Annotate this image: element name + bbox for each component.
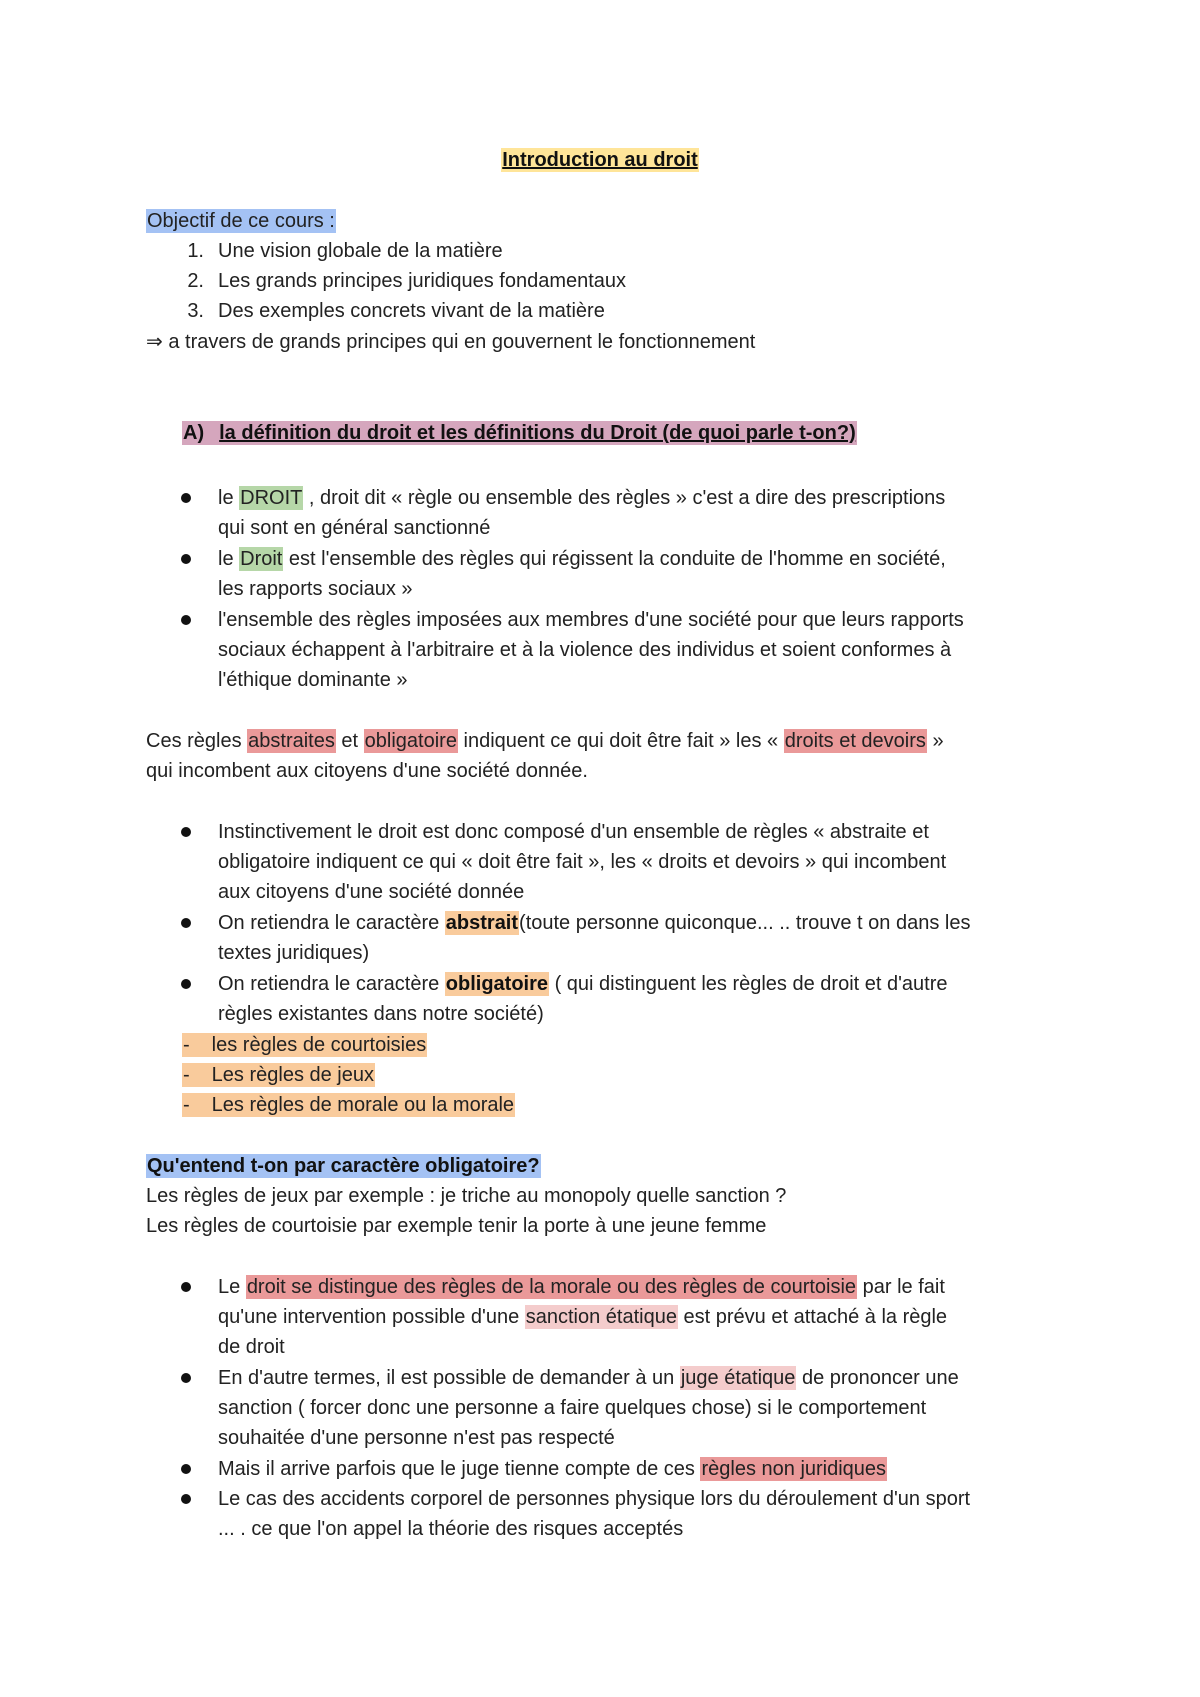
list-number: 2. [187,270,204,292]
list-item-continuation: sanction ( forcer donc une personne a faire quelques chose) si le comportement [218,1397,927,1419]
objective-label: Objectif de ce cours : [147,210,335,232]
dash-item: - Les règles de morale ou la morale [183,1094,515,1116]
list-item-continuation: textes juridiques) [218,942,370,964]
question-heading: Qu'entend t-on par caractère obligatoire? [147,1155,540,1177]
bullet-icon [181,827,191,837]
dash-icon: - [183,1064,190,1086]
dash-icon: - [183,1094,190,1116]
highlight-term: droits et devoirs [784,730,926,752]
question-example: Les règles de jeux par exemple : je triche au monopoly quelle sanction ? [146,1185,787,1207]
list-item-continuation: de droit [218,1336,285,1358]
highlight-term: DROIT [240,487,303,509]
list-item: l'ensemble des règles imposées aux membres d'une société pour que leurs rapports [218,609,964,631]
list-item: On retiendra le caractère obligatoire ( qui distinguent les règles de droit et d'autre [218,973,948,995]
dash-icon: - [183,1034,190,1056]
dash-item: - Les règles de jeux [183,1064,374,1086]
arrow-icon: ⇒ [146,331,163,353]
list-item: En d'autre termes, il est possible de demander à un juge étatique de prononcer une [218,1367,959,1389]
highlight-term: droit se distingue des règles de la morale ou des règles de courtoisie [246,1276,857,1298]
highlight-term: Droit [240,548,283,570]
list-item: Le cas des accidents corporel de personnes physique lors du déroulement d'un sport [218,1488,971,1510]
highlight-term: obligatoire [445,973,549,995]
list-item: le Droit est l'ensemble des règles qui régissent la conduite de l'homme en société, [218,548,946,570]
bullet-icon [181,1464,191,1474]
dash-item: - les règles de courtoisies [183,1034,427,1056]
highlight-term: juge étatique [680,1367,796,1389]
list-number: 1. [187,240,204,262]
list-item: Instinctivement le droit est donc composé d'un ensemble de règles « abstraite et [218,821,929,843]
document-page: Introduction au droit Objectif de ce cours : 1. Une vision globale de la matière 2. Les grands principes juridiques fondamentaux 3. Des exemples concrets vivant de la matière ⇒ a travers de grands principes qui en gouvernent le fonctionnement A) la définition du droit et les définitions du Droit (de quoi parle t-on?) le DROIT , droit dit « règle ou ensemble des règles » c'est a dire des prescriptions qui sont en général sanctionné le Droit est l'ensemble des règles qui régissent la conduite de l'homme en société, les rapports sociaux » l'ensemble des règles imposées aux membres d'une société pour que leurs rapports sociaux échappent à l'arbitraire et à la violence des individus et soient conformes à l'éthique dominante » Ces règles abstraites et obligatoire indiquent ce qui doit être fait » les « droits et devoirs » qui incombent aux citoyens d'une société donnée. Instinctivement le droit est donc composé d'un ensemble de règles « abstraite et obligatoire indiquent ce qui « doit être fait », les « droits et devoirs » qui incombent aux citoyens d'une société donnée On retiendra le caractère abstrait(toute personne quiconque... .. trouve t on dans les textes juridiques) On retiendra le caractère obligatoire ( qui distinguent les règles de droit et d'autre règles existantes dans notre société) - les règles de courtoisies - Les règles de jeux - Les règles de morale ou la morale Qu'entend t-on par caractère obligatoire? Les règles de jeux par exemple : je triche au monopoly quelle sanction ? Les règles de courtoisie par exemple tenir la porte à une jeune femme Le droit se distingue des règles de la morale ou des règles de courtoisie par le fait qu'une intervention possible d'une sanction étatique est prévu et attaché à la règle de droit En d'autre termes, il est possible de demander à un juge étatique de prononcer une sanction ( forcer donc une personne a faire quelques chose) si le comportement souhaitée d'une personne n'est pas respecté Mais il arrive parfois que le juge tienne compte de ces règles non juridiques Le cas des accidents corporel de personnes physique lors du déroulement d'un sport ... . ce que l'on appel la théorie des risques acceptés [0,0,1200,1697]
list-item: Mais il arrive parfois que le juge tienne compte de ces règles non juridiques [218,1458,887,1480]
list-item: On retiendra le caractère abstrait(toute personne quiconque... .. trouve t on dans les [218,912,971,934]
highlight-term: obligatoire [364,730,457,752]
bullet-icon [181,979,191,989]
highlight-term: abstraites [248,730,335,752]
list-item-continuation: règles existantes dans notre société) [218,1003,544,1025]
document-title [0,145,1200,175]
rules-paragraph: Ces règles abstraites et obligatoire indiquent ce qui doit être fait » les « droits et devoirs » [146,730,944,752]
list-item-continuation: ... . ce que l'on appel la théorie des risques acceptés [218,1518,684,1540]
rules-paragraph-continuation: qui incombent aux citoyens d'une société donnée. [146,760,588,782]
document-title-text: Introduction au droit [502,149,698,171]
bullet-icon [181,493,191,503]
list-item-continuation: qui sont en général sanctionné [218,517,491,539]
list-item-continuation: obligatoire indiquent ce qui « doit être fait », les « droits et devoirs » qui incombent [218,851,947,873]
section-a-heading [182,418,857,448]
list-item: le DROIT , droit dit « règle ou ensemble des règles » c'est a dire des prescriptions [218,487,946,509]
highlight-term: règles non juridiques [701,1458,887,1480]
objective-conclusion: ⇒ a travers de grands principes qui en gouvernent le fonctionnement [146,331,756,353]
highlight-term: sanction étatique [525,1306,677,1328]
list-item-continuation: aux citoyens d'une société donnée [218,881,525,903]
list-number: 3. [187,300,204,322]
section-title: la définition du droit et les définitions du Droit (de quoi parle t-on?) [205,421,857,445]
bullet-icon [181,1494,191,1504]
list-item-continuation: souhaitée d'une personne n'est pas respecté [218,1427,615,1449]
bullet-icon [181,615,191,625]
bullet-icon [181,1373,191,1383]
highlight-term: abstrait [445,912,519,934]
bullet-icon [181,554,191,564]
section-marker: A) [183,422,205,444]
question-example: Les règles de courtoisie par exemple tenir la porte à une jeune femme [146,1215,767,1237]
list-item-continuation: l'éthique dominante » [218,669,408,691]
bullet-icon [181,918,191,928]
list-item-continuation: qu'une intervention possible d'une sanction étatique est prévu et attaché à la règle [218,1306,948,1328]
bullet-icon [181,1282,191,1292]
list-item-continuation: les rapports sociaux » [218,578,413,600]
list-item: Le droit se distingue des règles de la morale ou des règles de courtoisie par le fait [218,1276,945,1298]
list-item-continuation: sociaux échappent à l'arbitraire et à la violence des individus et soient conformes à [218,639,952,661]
